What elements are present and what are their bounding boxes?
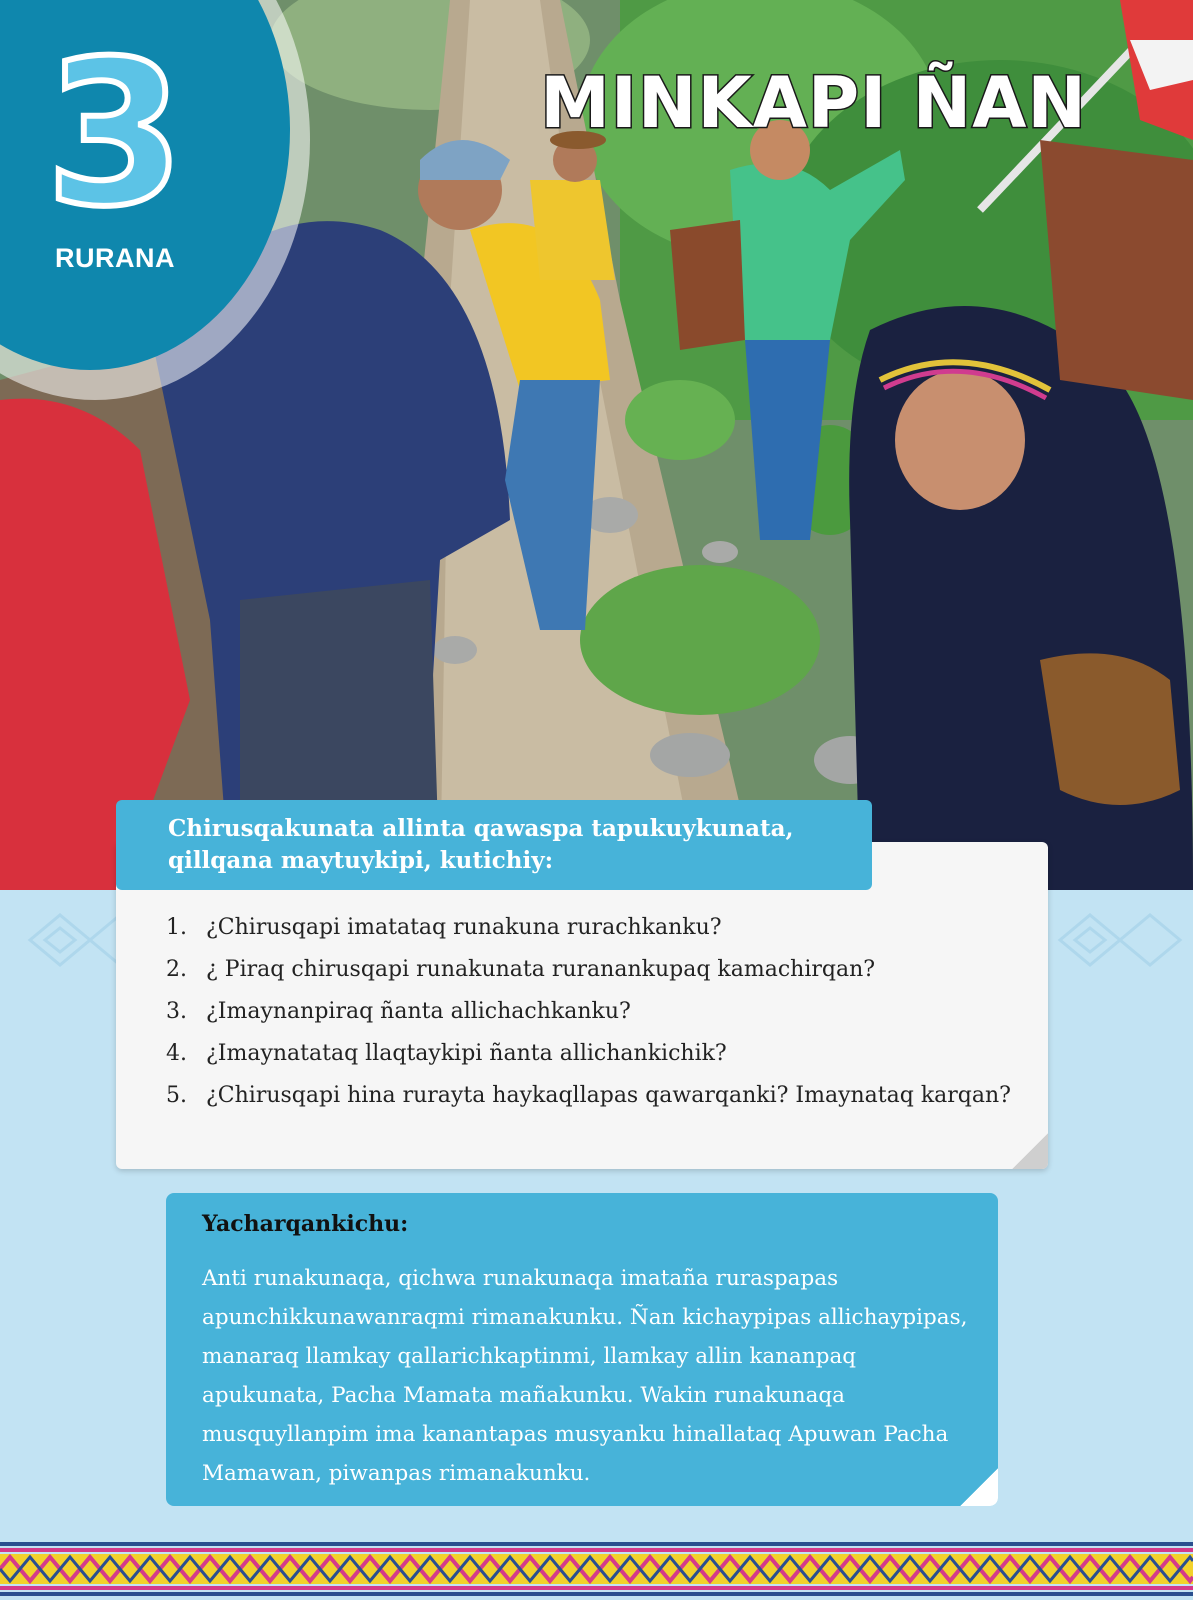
question-text: ¿Imaynatataq llaqtaykipi ñanta allichankichik?	[206, 1041, 727, 1066]
question-text: ¿ Piraq chirusqapi runakunata ruranankupaq kamachirqan?	[206, 957, 876, 982]
question-number: 2.	[166, 957, 187, 982]
question-text: ¿Chirusqapi imatataq runakuna rurachkanku?	[206, 915, 722, 940]
question-item	[166, 954, 1026, 985]
question-number: 4.	[166, 1041, 187, 1066]
questions-list	[166, 912, 1026, 1122]
question-text: ¿Chirusqapi hina rurayta haykaqllapas qawarqanki? Imaynataq karqan?	[206, 1083, 1011, 1108]
woven-border	[0, 1540, 1193, 1600]
page-curl	[960, 1468, 998, 1506]
question-item	[166, 1038, 1026, 1069]
questions-instruction: Chirusqakunata allinta qawaspa tapukuykunata, qillqana maytuykipi, kutichiy:	[168, 815, 794, 874]
question-number: 1.	[166, 915, 187, 940]
page-title: MINKAPI ÑAN	[540, 62, 1087, 144]
question-text: ¿Imaynanpiraq ñanta allichachkanku?	[206, 999, 631, 1024]
question-number: 5.	[166, 1083, 187, 1108]
question-item	[166, 996, 1026, 1027]
chapter-label: RURANA	[55, 243, 175, 273]
questions-header	[116, 800, 872, 890]
question-item	[166, 912, 1026, 943]
question-number: 3.	[166, 999, 187, 1024]
question-item	[166, 1080, 1026, 1111]
chapter-number: 3	[45, 18, 185, 251]
page-curl	[1012, 1133, 1048, 1169]
note-box	[166, 1193, 998, 1506]
note-title: Yacharqankichu:	[202, 1211, 409, 1237]
note-text: Anti runakunaqa, qichwa runakunaqa imataña ruraspapas apunchikkunawanraqmi rimanakunku. Ñan kichaypipas allichaypipas, manaraq llamkay qallarichkaptinmi, llamkay allin kananpaq apukunata, Pacha Mamata mañakunku. Wakin runakunaqa musquyllanpim ima kanantapas musyanku hinallataq Apuwan Pacha Mamawan, piwanpas rimanakunku.	[202, 1266, 968, 1486]
